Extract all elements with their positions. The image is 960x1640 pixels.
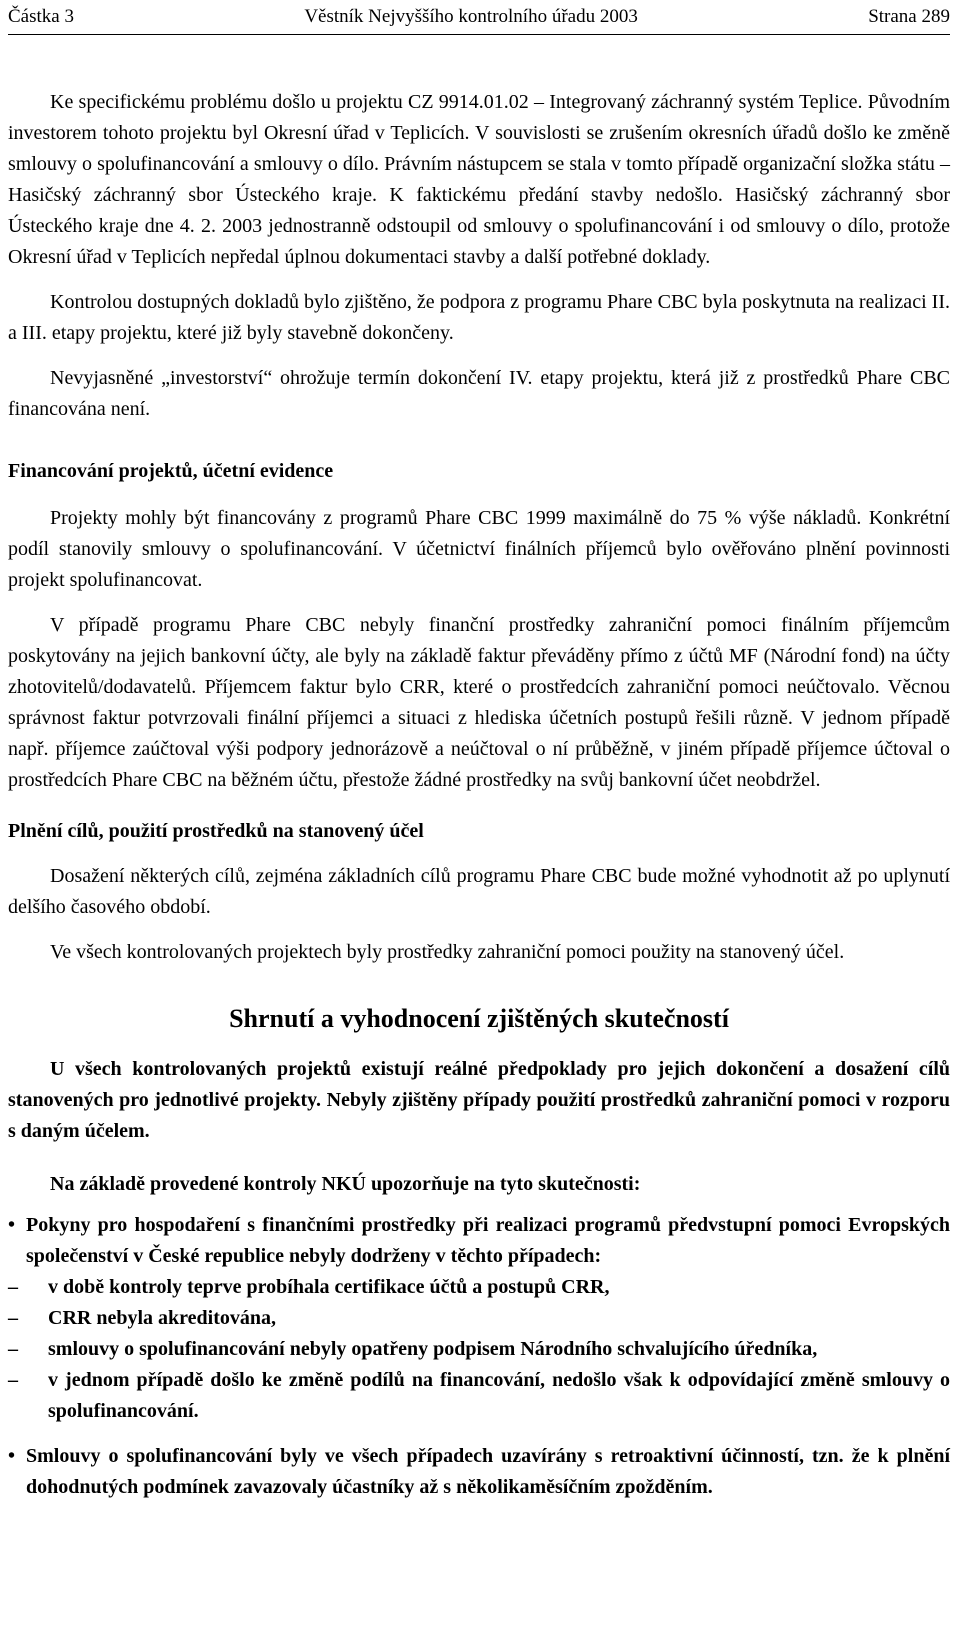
finding-item [8, 1210, 950, 1427]
finding-subitem [8, 1272, 950, 1303]
finding-text: Smlouvy o spolufinancování byly ve všech případech uzavírány s retroaktivní účinností, tzn. že k plnění dohodnutých podmínek zavazovaly účastníky až s několikaměsíčním zpožděním. [26, 1445, 950, 1498]
subitem-text: smlouvy o spolufinancování nebyly opatřeny podpisem Národního schvalujícího úředníka, [48, 1338, 818, 1360]
finding-subitem [8, 1334, 950, 1365]
paragraph-goals-evaluation: Dosažení některých cílů, zejména základních cílů programu Phare CBC bude možné vyhodnotit až po uplynutí delšího časového období. [8, 865, 950, 918]
page-header [8, 0, 950, 35]
bullet-icon: • [8, 1445, 16, 1467]
document-body [8, 35, 950, 1503]
heading-financing: Financování projektů, účetní evidence [8, 460, 334, 482]
heading-goals: Plnění cílů, použití prostředků na stanovený účel [8, 820, 424, 842]
subitem-text: v jednom případě došlo ke změně podílů na financování, nedošlo však k odpovídající změně smlouvy o spolufinancování. [48, 1369, 950, 1422]
paragraph-teplice-problem: Ke specifickému problému došlo u projektu CZ 9914.01.02 – Integrovaný záchranný systém Teplice. Původním investorem tohoto projektu byl Okresní úřad v Teplicích. V souvislosti se zrušením okresních úřadů došlo ke změně smlouvy o spolufinancování a smlouvy o dílo. Právním nástupcem se stala v tomto případě organizační složka státu – Hasičský záchranný sbor Ústeckého kraje. K faktickému předání stavby nedošlo. Hasičský záchranný sbor Ústeckého kraje dne 4. 2. 2003 jednostranně odstoupil od smlouvy o spolufinancování i od smlouvy o dílo, protože Okresní úřad v Teplicích nepředal úplnou dokumentaci stavby a další potřebné doklady. [8, 91, 950, 268]
dash-icon: – [8, 1276, 18, 1298]
header-journal-title: Věstník Nejvyššího kontrolního úřadu 2003 [304, 6, 638, 27]
finding-text: Pokyny pro hospodaření s finančními prostředky při realizaci programů předvstupní pomoci Evropských společenství v České republice nebyly dodrženy v těchto případech: [26, 1214, 950, 1267]
subitem-text: CRR nebyla akreditována, [48, 1307, 276, 1329]
finding-subitems [8, 1272, 950, 1427]
findings-list [8, 1210, 950, 1503]
paragraph-investorship: Nevyjasněné „investorství“ ohrožuje termín dokončení IV. etapy projektu, která již z prostředků Phare CBC financována není. [8, 367, 950, 420]
bullet-icon: • [8, 1214, 16, 1236]
paragraph-funds-used: Ve všech kontrolovaných projektech byly prostředky zahraniční pomoci použity na stanovený účel. [50, 941, 845, 963]
dash-icon: – [8, 1369, 18, 1391]
paragraph-support-verified: Kontrolou dostupných dokladů bylo zjištěno, že podpora z programu Phare CBC byla poskytnuta na realizaci II. a III. etapy projektu, které již byly stavebně dokončeny. [8, 291, 950, 344]
subitem-text: v době kontroly teprve probíhala certifikace účtů a postupů CRR, [48, 1276, 610, 1298]
dash-icon: – [8, 1338, 18, 1360]
finding-item [8, 1441, 950, 1503]
finding-subitem [8, 1303, 950, 1334]
finding-subitem [8, 1365, 950, 1427]
heading-summary: Shrnutí a vyhodnocení zjištěných skutečností [229, 1004, 729, 1033]
paragraph-summary-findings: U všech kontrolovaných projektů existují reálné předpoklady pro jejich dokončení a dosažení cílů stanovených pro jednotlivé projekty. Nebyly zjištěny případy použití prostředků zahraniční pomoci v rozporu s daným účelem. [8, 1058, 950, 1142]
dash-icon: – [8, 1307, 18, 1329]
header-issue: Částka 3 [8, 6, 74, 27]
paragraph-financing-limits: Projekty mohly být financovány z programů Phare CBC 1999 maximálně do 75 % výše nákladů. Konkrétní podíl stanovily smlouvy o spolufinancování. V účetnictví finálních příjemců bylo ověřováno plnění povinnosti projekt spolufinancovat. [8, 507, 950, 591]
paragraph-financing-flow: V případě programu Phare CBC nebyly finanční prostředky zahraniční pomoci finálním příjemcům poskytovány na jejich bankovní účty, ale byly na základě faktur převáděny přímo z účtů MF (Národní fond) na účty zhotovitelů/dodavatelů. Příjemcem faktur bylo CRR, které o prostředcích zahraniční pomoci neúčtovalo. Věcnou správnost faktur potvrzovali finální příjemci a situaci z hlediska účetních postupů řešili různě. V jednom případě např. příjemce zaúčtoval výši podpory jednorázově a neúčtoval o ní průběžně, v jiném případě příjemce účtoval o prostředcích Phare CBC na běžném účtu, přestože žádné prostředky na svůj bankovní účet neobdržel. [8, 614, 950, 791]
header-page-number: Strana 289 [868, 6, 950, 27]
paragraph-nku-notice: Na základě provedené kontroly NKÚ upozorňuje na tyto skutečnosti: [50, 1173, 641, 1195]
